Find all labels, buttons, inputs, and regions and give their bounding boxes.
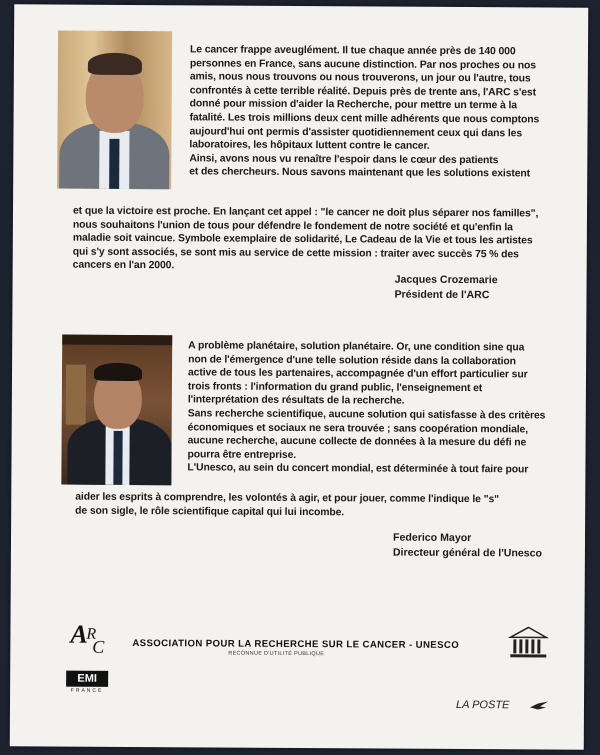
text-line: cancers en l'an 2000. [72, 259, 175, 272]
text-line: aujourd'hui ont permis d'assister quotidiennement ceux qui dans les [189, 125, 523, 139]
text-line: non de l'émergence d'une telle solution réside dans la collaboration [188, 353, 516, 367]
emi-logo: EMI [66, 671, 108, 687]
text-line: personnes en France, sans aucune distinction. Par nos proches ou nos [189, 57, 536, 72]
text-line: Ainsi, avons nous vu renaître l'espoir dans le cœur des patients [189, 153, 499, 166]
shelf-shape [62, 335, 172, 346]
text-line: active de tous les partenaires, accompagnée d'un effort particulier sur [187, 367, 528, 381]
text-line: amis, nous nous trouvons ou nous trouverons, un jour ou l'autre, tous [189, 71, 531, 85]
portrait-photo-mayor [61, 335, 172, 486]
text-line: confrontés à cette terrible réalité. Depuis près de trente ans, l'ARC s'est [189, 85, 536, 99]
text-line: l'interprétation des résultats de la recherche. [187, 394, 405, 408]
signature-title: Directeur général de l'Unesco [392, 546, 543, 560]
text-line: qui s'y sont associés, se sont mis au service de cette mission : traiter avec succès 75 % des [72, 246, 519, 261]
svg-text:C: C [92, 636, 105, 657]
text-line: L'Unesco, au sein du concert mondial, est déterminée à tout faire pour [187, 462, 529, 476]
association-sub: RECONNUE D'UTILITÉ PUBLIQUE [228, 650, 325, 658]
text-line: Le cancer frappe aveuglément. Il tue chaque année près de 140 000 [189, 44, 516, 58]
signature-title: Président de l'ARC [394, 288, 490, 302]
section1-paragraph-wide [73, 205, 539, 276]
text-line: économiques et sociaux ne sera trouvée ; sans coopération mondiale, [187, 421, 529, 435]
text-line: et que la victoire est proche. En lançant cet appel : "le cancer ne doit plus séparer nos familles", [72, 205, 539, 220]
text-line: aider les esprits à comprendre, les volontés à agir, et pour jouer, comme l'indique le "s" [75, 491, 500, 506]
tie-shape [113, 431, 122, 485]
text-line: maladie soit vaincue. Symbole exemplaire de solidarité, Le Cadeau de la Vie et tous les artistes [72, 232, 533, 247]
text-line: de son sigle, le rôle scientifique capital qui lui incombe. [75, 505, 345, 518]
la-poste-label: LA POSTE [455, 698, 510, 712]
text-line: donné pour mission d'aider la Recherche, pour mettre un terme à la [189, 98, 517, 112]
text-line: et des chercheurs. Nous savons maintenant que les solutions existent [189, 166, 531, 180]
text-line: trois fronts : l'information du grand public, l'enseignement et [187, 381, 483, 394]
signature-name: Federico Mayor [392, 531, 472, 545]
signature-name: Jacques Crozemarie [394, 273, 498, 287]
association-title: ASSOCIATION POUR LA RECHERCHE SUR LE CANCER - UNESCO [132, 637, 460, 651]
portrait-photo-crozemarie [57, 31, 172, 190]
text-line: aucune recherche, aucune collecte de données à la mesure du défi ne [187, 435, 527, 449]
text-line: pourra être entreprise. [187, 449, 297, 461]
bookcase-shape [66, 365, 86, 425]
unesco-logo-icon [508, 625, 548, 661]
text-line: nous souhaitons l'union de tous pour défendre le fondement de notre société et qu'enfin la [72, 219, 513, 233]
tie-shape [109, 139, 119, 189]
svg-text:R: R [86, 625, 97, 643]
hair-shape [88, 53, 142, 75]
hair-shape [94, 363, 142, 381]
svg-text:A: A [70, 619, 88, 649]
text-line: Sans recherche scientifique, aucune solution qui satisfasse à des critères [187, 408, 546, 422]
emi-sub: FRANCE [70, 687, 104, 694]
section2-paragraph [187, 339, 545, 477]
arc-logo-icon [68, 617, 112, 657]
text-line: laboratoires, les hôpitaux luttent contre le cancer. [189, 139, 430, 152]
bird-icon [530, 701, 548, 711]
section1-paragraph [189, 43, 539, 181]
section2-paragraph-wide [75, 491, 499, 521]
text-line: A problème planétaire, solution planétaire. Or, une condition sine qua [188, 340, 525, 354]
text-line: fatalité. Les trois millions deux cent mille adhérents que nous comptons [189, 112, 540, 126]
letter-page [10, 4, 589, 749]
